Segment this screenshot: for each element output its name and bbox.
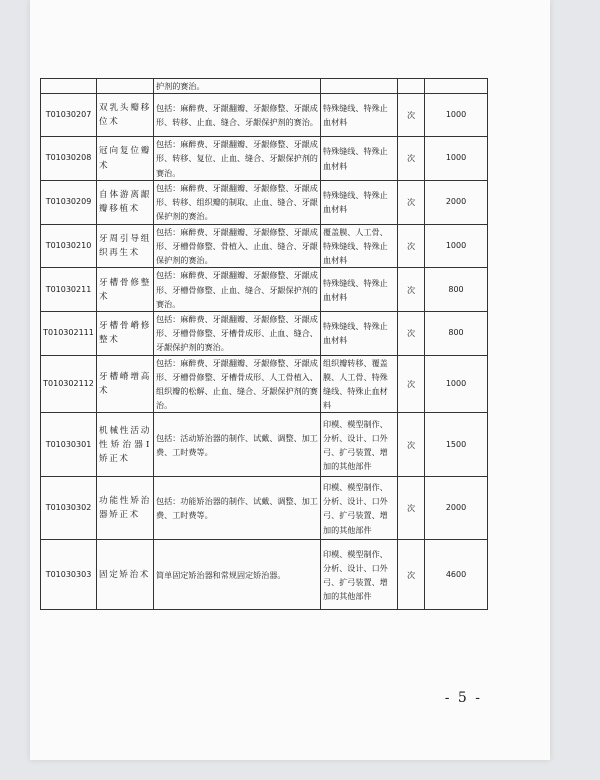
item-code: T01030208 [41,137,97,181]
item-content: 包括：麻醉费、牙龈翻瓣、牙龈修整、牙龈成形、牙槽骨修整、止血、缝合、牙龈保护剂的赛治。 [154,268,321,312]
table-row [41,224,488,268]
item-code: T01030210 [41,224,97,268]
excluded-items: 印模、模型制作、分析、设计、口外弓、扩弓装置、增加的其他部件 [321,413,398,477]
item-code: T010302111 [41,312,97,356]
item-name: 牙槽骨修整术 [97,268,154,312]
item-price: 4600 [425,540,488,610]
table-row [41,312,488,356]
item-content: 包括：麻醉费、牙龈翻瓣、牙龈修整、牙龈成形、转移、止血、缝合、牙龈保护剂的赛治。 [154,94,321,137]
excluded-items: 特殊缝线、特殊止血材料 [321,268,398,312]
item-price: 1500 [425,413,488,477]
table-row [41,540,488,610]
item-content: 简单固定矫治器和常规固定矫治器。 [154,540,321,610]
pricing-unit: 次 [398,413,425,477]
pricing-unit: 次 [398,224,425,268]
item-content: 包括：功能矫治器的制作、试戴、调整、加工费、工时费等。 [154,477,321,540]
pricing-unit: 次 [398,540,425,610]
item-code: T01030207 [41,94,97,137]
item-code: T01030303 [41,540,97,610]
item-code: T01030301 [41,413,97,477]
excluded-items: 特殊缝线、特殊止血材料 [321,94,398,137]
item-price: 2000 [425,477,488,540]
table-row [41,94,488,137]
item-code: T01030211 [41,268,97,312]
item-price: 1000 [425,94,488,137]
excluded-items: 覆盖膜、人工骨、特殊缝线、特殊止血材料 [321,224,398,268]
item-content: 包括：麻醉费、牙龈翻瓣、牙龈修整、牙龈成形、牙槽骨修整、骨植入、止血、缝合、牙龈保护剂的赛治。 [154,224,321,268]
item-name: 牙槽嵴增高术 [97,355,154,413]
pricing-unit: 次 [398,94,425,137]
item-price: 2000 [425,180,488,224]
item-price: 800 [425,268,488,312]
table-row [41,137,488,181]
table-row [41,180,488,224]
item-name: 牙周引导组织再生术 [97,224,154,268]
page-number: - 5 - [444,690,482,706]
item-content: 护剂的赛治。 [154,79,321,94]
table-row [41,268,488,312]
pricing-unit [398,79,425,94]
table-row [41,79,488,94]
excluded-items: 组织瓣转移、覆盖膜、人工骨、特殊缝线、特殊止血材料 [321,355,398,413]
item-content: 包括：麻醉费、牙龈翻瓣、牙龈修整、牙龈成形、牙槽骨修整、牙槽骨成形、人工骨植入、组织瓣的松解、止血、缝合、牙龈保护剂的赛治。 [154,355,321,413]
pricing-unit: 次 [398,268,425,312]
item-code: T010302112 [41,355,97,413]
item-code: T01030302 [41,477,97,540]
item-code: T01030209 [41,180,97,224]
item-price: 1000 [425,224,488,268]
item-name [97,79,154,94]
fee-schedule-table [40,78,488,610]
table-row [41,355,488,413]
item-name: 机械性活动性矫治器Ⅰ矫正术 [97,413,154,477]
pricing-unit: 次 [398,355,425,413]
excluded-items: 特殊缝线、特殊止血材料 [321,312,398,356]
pricing-unit: 次 [398,477,425,540]
item-price: 1000 [425,355,488,413]
item-price: 800 [425,312,488,356]
table-row [41,477,488,540]
pricing-unit: 次 [398,137,425,181]
item-content: 包括：麻醉费、牙龈翻瓣、牙龈修整、牙龈成形、牙槽骨修整、牙槽骨成形、止血、缝合、牙龈保护剂的赛治。 [154,312,321,356]
item-name: 自体游离龈瓣移植术 [97,180,154,224]
item-name: 功能性矫治器矫正术 [97,477,154,540]
item-price [425,79,488,94]
excluded-items: 特殊缝线、特殊止血材料 [321,180,398,224]
item-price: 1000 [425,137,488,181]
table-row [41,413,488,477]
excluded-items [321,79,398,94]
excluded-items: 特殊缝线、特殊止血材料 [321,137,398,181]
item-content: 包括：麻醉费、牙龈翻瓣、牙龈修整、牙龈成形、转移、组织瓣的制取、止血、缝合、牙龈保护剂的赛治。 [154,180,321,224]
item-name: 双乳头瓣移位术 [97,94,154,137]
item-name: 冠向复位瓣术 [97,137,154,181]
excluded-items: 印模、模型制作、分析、设计、口外弓、扩弓装置、增加的其他部件 [321,540,398,610]
item-name: 牙槽骨嵴修整术 [97,312,154,356]
item-content: 包括：麻醉费、牙龈翻瓣、牙龈修整、牙龈成形、转移、复位、止血、缝合、牙龈保护剂的赛治。 [154,137,321,181]
pricing-unit: 次 [398,312,425,356]
excluded-items: 印模、模型制作、分析、设计、口外弓、扩弓装置、增加的其他部件 [321,477,398,540]
pricing-unit: 次 [398,180,425,224]
item-name: 固定矫治术 [97,540,154,610]
item-code [41,79,97,94]
item-content: 包括：活动矫治器的制作、试戴、调整、加工费、工时费等。 [154,413,321,477]
